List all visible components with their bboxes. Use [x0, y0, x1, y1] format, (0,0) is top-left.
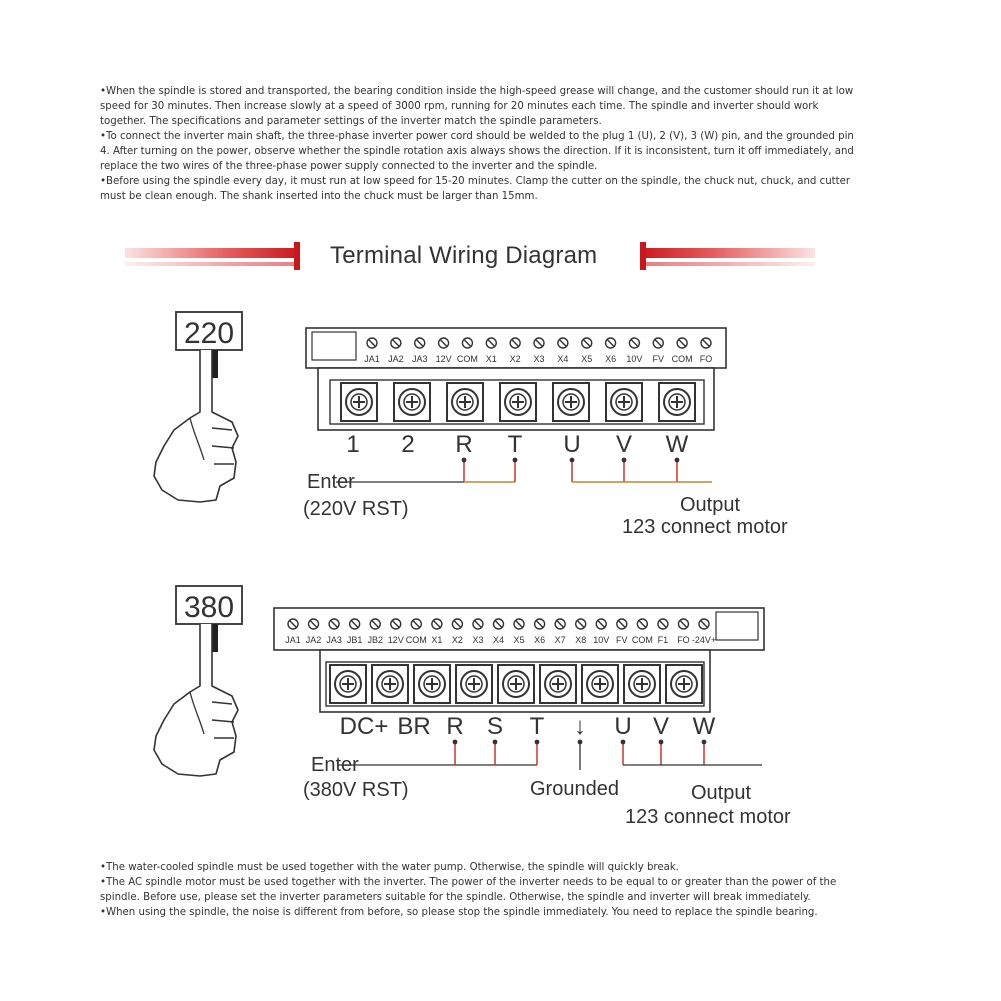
enter-label-220: Enter [307, 471, 355, 493]
terminal-label: JB2 [367, 635, 383, 645]
terminal-screw [555, 619, 565, 629]
power-terminal-label: W [692, 713, 716, 740]
terminal-label: X2 [451, 635, 463, 645]
power-terminal-screw [456, 665, 492, 703]
terminal-label: X8 [575, 635, 587, 645]
power-terminal-screw [394, 383, 430, 421]
power-terminal-label: R [446, 713, 464, 740]
power-terminal-screw [341, 383, 377, 421]
terminal-screw [576, 619, 586, 629]
power-terminal-label: U [614, 713, 632, 740]
terminal-screw [701, 338, 711, 348]
terminal-screw [558, 338, 568, 348]
terminal-screw [629, 338, 639, 348]
terminal-screw [486, 338, 496, 348]
terminal-label: -24V+ [691, 635, 717, 645]
terminal-label: F1 [657, 635, 669, 645]
terminal-label: 10V [593, 635, 610, 645]
enter-sub-380: (380V RST) [303, 779, 409, 801]
terminal-label: X6 [534, 635, 546, 645]
power-terminal-label: S [486, 713, 504, 740]
hand-icon [154, 350, 238, 502]
power-terminal-screw [666, 665, 702, 703]
note-water-pump: •The water-cooled spindle must be used together with the water pump. Otherwise, the spindle will quickly break. [100, 862, 680, 873]
terminal-label: X1 [485, 354, 497, 364]
power-terminal-label: W [665, 431, 689, 458]
terminal-label: X4 [557, 354, 569, 364]
terminal-screw [391, 338, 401, 348]
power-terminal-screw [414, 665, 450, 703]
power-terminal-label: U [563, 431, 581, 458]
power-terminal-screw [553, 383, 589, 421]
output-label-220: Output [680, 494, 741, 516]
terminal-screw [699, 619, 709, 629]
enter-sub-220: (220V RST) [303, 498, 409, 520]
terminal-screw [510, 338, 520, 348]
terminal-label: X3 [472, 635, 484, 645]
terminal-label: X5 [581, 354, 593, 364]
terminal-label: COM [631, 635, 653, 645]
terminal-screw [653, 338, 663, 348]
power-terminal-label: BR [397, 713, 431, 740]
terminal-label: JA1 [364, 354, 380, 364]
terminal-screw [535, 619, 545, 629]
power-terminal-screw [606, 383, 642, 421]
terminal-screw [411, 619, 421, 629]
terminal-screw [370, 619, 380, 629]
terminal-screw [514, 619, 524, 629]
terminal-screw [391, 619, 401, 629]
terminal-screw [415, 338, 425, 348]
note-daily-use: •Before using the spindle every day, it must run at low speed for 15-20 minutes. Clamp the cutter on the spindle, the chuck nut, chuck, and cutter must be clean enough. The shank inserted into the chuck must be larger than 15mm. [100, 176, 851, 202]
power-terminal-label: V [652, 713, 670, 740]
hand-icon [154, 624, 238, 776]
output-sub-380: 123 connect motor [625, 806, 791, 828]
terminal-label: JA3 [411, 354, 428, 364]
power-terminal-label: T [529, 713, 545, 740]
terminal-screw [367, 338, 377, 348]
output-label-380: Output [691, 782, 752, 804]
note-storage: •When the spindle is stored and transported, the bearing condition inside the high-speed grease will change, and the customer should run it at low speed for 30 minutes. Then increase slowly at a speed of 3000 rpm, running for 20 minutes each time. The spindle and inverter should work together. The specifications and parameter settings of the inverter match the spindle parameters. [100, 86, 854, 127]
terminal-label: JA2 [305, 635, 322, 645]
terminal-screw [462, 338, 472, 348]
terminal-label: X5 [513, 635, 525, 645]
power-terminal-screw [582, 665, 618, 703]
terminal-label: FV [616, 635, 628, 645]
terminal-screw [582, 338, 592, 348]
terminal-label: JB1 [346, 635, 363, 645]
terminal-label: X4 [492, 635, 505, 645]
terminal-screw [637, 619, 647, 629]
title-bar-right [640, 242, 815, 270]
terminal-screw [534, 338, 544, 348]
title-bar-left [125, 242, 300, 270]
terminal-label: X7 [554, 635, 566, 645]
terminal-label: FO [699, 354, 713, 364]
terminal-label: X6 [605, 354, 617, 364]
power-terminal-label: DC+ [339, 713, 389, 740]
output-sub-220: 123 connect motor [622, 516, 788, 538]
terminal-label: X2 [509, 354, 521, 364]
power-terminal-screw [540, 665, 576, 703]
voltage-label-220: 220 [183, 317, 235, 350]
diagram-title: Terminal Wiring Diagram [330, 242, 598, 269]
terminal-label: JA2 [388, 354, 404, 364]
terminal-screw [677, 338, 687, 348]
power-terminal-screw [372, 665, 408, 703]
terminal-screw [309, 619, 319, 629]
terminal-screw [473, 619, 483, 629]
power-terminal-label: 1 [346, 431, 360, 458]
power-terminal-screw [447, 383, 483, 421]
power-terminal-screw [330, 665, 366, 703]
terminal-screw [329, 619, 339, 629]
terminal-screw [350, 619, 360, 629]
terminal-screw [617, 619, 627, 629]
power-terminal-label: R [455, 431, 473, 458]
terminal-screw [678, 619, 688, 629]
power-terminal-label: 2 [401, 431, 415, 458]
terminal-screw [658, 619, 668, 629]
power-terminal-screw [498, 665, 534, 703]
terminal-screw [452, 619, 462, 629]
terminal-screw [494, 619, 504, 629]
terminal-label: FV [652, 354, 665, 364]
power-terminal-screw [659, 383, 695, 421]
power-terminal-label: T [507, 431, 523, 458]
terminal-label: COM [405, 635, 427, 645]
terminal-label: JA1 [285, 635, 301, 645]
wires-220 [336, 458, 712, 482]
terminal-screw [432, 619, 442, 629]
terminal-label: JA3 [326, 635, 342, 645]
bottom-notes [100, 860, 860, 920]
note-inverter: •The AC spindle motor must be used together with the inverter. The power of the inverter needs to be equal to or greater than the power of the spindle. Before use, please set the inverter parameters suitable for the spindle. Otherwise, the spindle and inverter will break immediately. [100, 877, 837, 903]
diagram-220 [154, 312, 788, 538]
terminal-screw [288, 619, 298, 629]
terminal-label: X3 [533, 354, 545, 364]
terminal-label: 10V [626, 354, 643, 364]
terminal-screw [606, 338, 616, 348]
terminal-label: COM [671, 354, 693, 364]
diagram-380 [154, 586, 791, 828]
power-terminal-label: ↓ [574, 713, 586, 740]
note-connection: •To connect the inverter main shaft, the three-phase inverter power cord should be welded to the plug 1 (U), 2 (V), 3 (W) pin, and the grounded pin 4. After turning on the power, observe whether the spindle rotation axis always shows the direction. If it is inconsistent, turn it off immediately, and replace the two wires of the three-phase power supply connected to the inverter and the spindle. [100, 131, 854, 172]
enter-label-380: Enter [311, 754, 359, 776]
terminal-label: 12V [435, 354, 452, 364]
wires-380 [338, 740, 762, 770]
terminal-label: FO [677, 635, 690, 645]
terminal-label: COM [456, 354, 478, 364]
power-terminal-label: V [615, 431, 633, 458]
terminal-screw [439, 338, 449, 348]
terminal-screw [596, 619, 606, 629]
power-terminal-screw [500, 383, 536, 421]
power-terminal-screw [624, 665, 660, 703]
terminal-label: X1 [431, 635, 443, 645]
grounded-label: Grounded [530, 778, 619, 800]
note-noise: •When using the spindle, the noise is different from before, so please stop the spindle immediately. You need to replace the spindle bearing. [100, 907, 818, 918]
voltage-label-380: 380 [183, 591, 235, 624]
terminal-label: 12V [387, 635, 404, 645]
